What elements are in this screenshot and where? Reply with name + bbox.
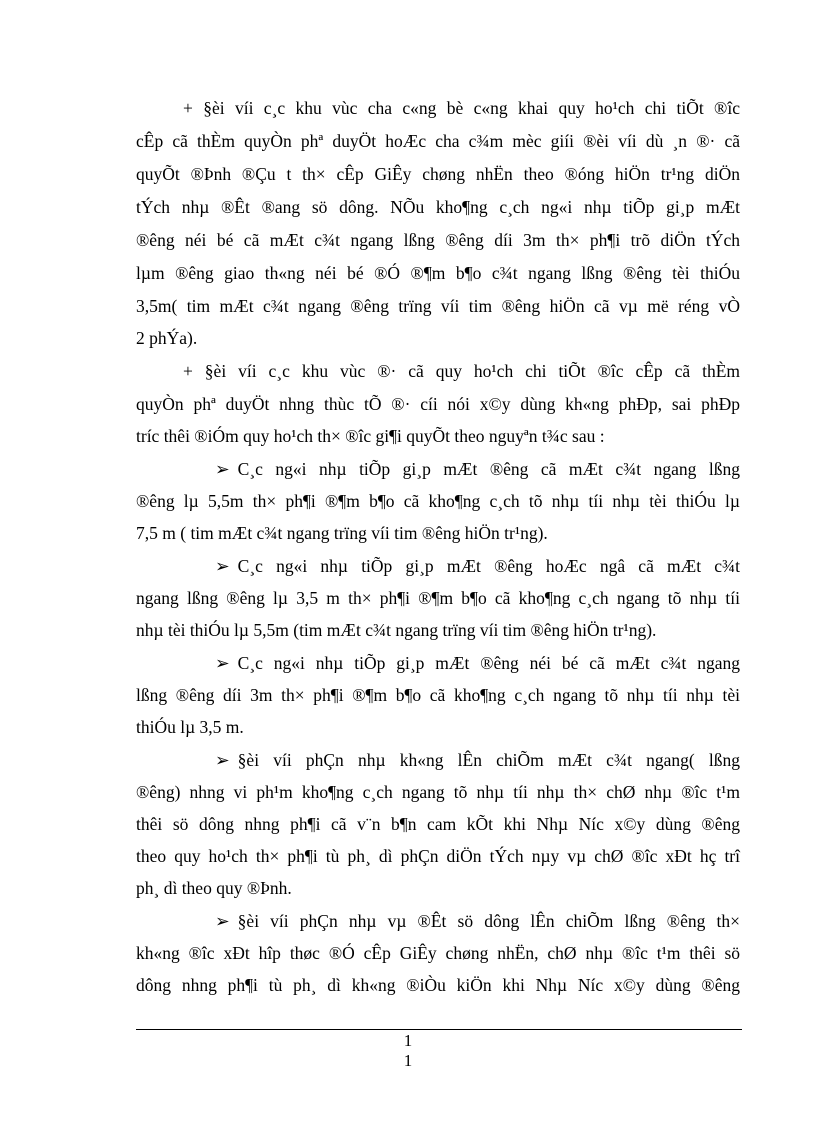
bullet-arrow-icon: ➢	[215, 459, 230, 479]
bullet-1-text: C¸c ng«i nhµ tiÕp gi¸p mÆt ®êng cã mÆt c¾t ngang lßng	[237, 459, 740, 479]
bullet-arrow-icon: ➢	[215, 556, 230, 576]
bullet-4-line-3: thêi sö dông nhng ph¶i cã v¨n b¶n cam kÕt khi Nhµ Níc x©y dùng ®êng	[136, 814, 740, 834]
paragraph-1-line-2: cÊp cã thÈm quyÒn phª duyÖt hoÆc cha c¾m mèc giíi ®èi víi dù ¸n ®· cã	[136, 131, 740, 151]
bullet-4-line-4: theo quy ho¹ch th× ph¶i tù ph¸ dì phÇn diÖn tÝch nµy vµ chØ ®îc xÐt hç trî	[136, 846, 740, 866]
bullet-3-line-3: thiÓu lµ 3,5 m.	[136, 717, 244, 737]
bullet-1-line-2: ®êng lµ 5,5m th× ph¶i ®¶m b¶o cã kho¶ng c¸ch tõ nhµ tíi nhµ tèi thiÓu lµ	[136, 491, 740, 511]
paragraph-2-line-2: quyÒn phª duyÖt nhng thùc tÕ ®· cíi nói x©y dùng kh«ng phÐp, sai phÐp	[136, 394, 740, 414]
bullet-3-line-1	[215, 651, 740, 675]
paragraph-1-line-5: ®êng néi bé cã mÆt c¾t ngang lßng ®êng díi 3m th× ph¶i trõ diÖn tÝch	[136, 230, 740, 250]
paragraph-1-line-3: quyÕt ®Þnh ®Çu t th× cÊp GiÊy chøng nhËn theo ®óng hiÖn tr¹ng diÖn	[136, 164, 740, 184]
paragraph-2-line-1: + §èi víi c¸c khu vùc ®· cã quy ho¹ch chi tiÕt ®îc cÊp cã thÈm	[183, 361, 740, 381]
bullet-5-text: §èi víi phÇn nhµ vµ ®Êt sö dông lÊn chiÕm lßng ®êng th×	[237, 911, 740, 931]
bullet-5-line-2: kh«ng ®îc xÐt hîp thøc ®Ó cÊp GiÊy chøng nhËn, chØ nhµ ®îc t¹m thêi sö	[136, 943, 740, 963]
paragraph-1-line-4: tÝch nhµ ®Êt ®ang sö dông. NÕu kho¶ng c¸ch ng«i nhµ tiÕp gi¸p mÆt	[136, 197, 740, 217]
bullet-5-line-1	[215, 909, 740, 933]
bullet-arrow-icon: ➢	[215, 911, 230, 931]
bullet-4-text: §èi víi phÇn nhµ kh«ng lÊn chiÕm mÆt c¾t ngang( lßng	[237, 750, 740, 770]
bullet-arrow-icon: ➢	[215, 750, 230, 770]
bullet-4-line-5: ph¸ dì theo quy ®Þnh.	[136, 878, 292, 898]
paragraph-2-line-3: tríc thêi ®iÓm quy ho¹ch th× ®îc gi¶i quyÕt theo nguyªn t¾c sau :	[136, 426, 605, 446]
footer-rule	[136, 1029, 742, 1030]
bullet-3-line-2: lßng ®êng díi 3m th× ph¶i ®¶m b¶o cã kho¶ng c¸ch ngang tõ nhµ tíi nhµ tèi	[136, 685, 740, 705]
footer-page-number-repeat: 1	[403, 1051, 413, 1070]
bullet-5-line-3: dông nhng ph¶i tù ph¸ dì kh«ng ®iÒu kiÖn khi Nhµ Níc x©y dùng ®êng	[136, 975, 740, 995]
bullet-2-line-3: nhµ tèi thiÓu lµ 5,5m (tim mÆt c¾t ngang trïng víi tim ®êng hiÖn tr¹ng).	[136, 620, 657, 640]
paragraph-1-line-7: 3,5m( tim mÆt c¾t ngang ®êng trïng víi tim ®êng hiÖn cã vµ më réng vÒ	[136, 296, 740, 316]
paragraph-1-line-8: 2 phÝa).	[136, 328, 198, 348]
bullet-1-line-3: 7,5 m ( tim mÆt c¾t ngang trïng víi tim ®êng hiÖn tr¹ng).	[136, 523, 548, 543]
bullet-3-text: C¸c ng«i nhµ tiÕp gi¸p mÆt ®êng néi bé cã mÆt c¾t ngang	[237, 653, 740, 673]
bullet-4-line-1	[215, 748, 740, 772]
bullet-1-line-1	[215, 457, 740, 481]
footer-page-number: 1	[403, 1031, 413, 1050]
paragraph-1-line-1: + §èi víi c¸c khu vùc cha c«ng bè c«ng khai quy ho¹ch chi tiÕt ®îc	[183, 98, 740, 118]
bullet-2-line-2: ngang lßng ®êng lµ 3,5 m th× ph¶i ®¶m b¶o cã kho¶ng c¸ch ngang tõ nhµ tíi	[136, 588, 740, 608]
paragraph-1-line-6: lµm ®êng giao th«ng néi bé ®Ó ®¶m b¶o c¾t ngang lßng ®êng tèi thiÓu	[136, 263, 740, 283]
bullet-4-line-2: ®êng) nhng vi ph¹m kho¶ng c¸ch ngang tõ nhµ tíi nhµ th× chØ nhµ ®îc t¹m	[136, 782, 740, 802]
bullet-2-text: C¸c ng«i nhµ tiÕp gi¸p mÆt ®êng hoÆc ngâ cã mÆt c¾t	[237, 556, 740, 576]
bullet-arrow-icon: ➢	[215, 653, 230, 673]
bullet-2-line-1	[215, 554, 740, 578]
